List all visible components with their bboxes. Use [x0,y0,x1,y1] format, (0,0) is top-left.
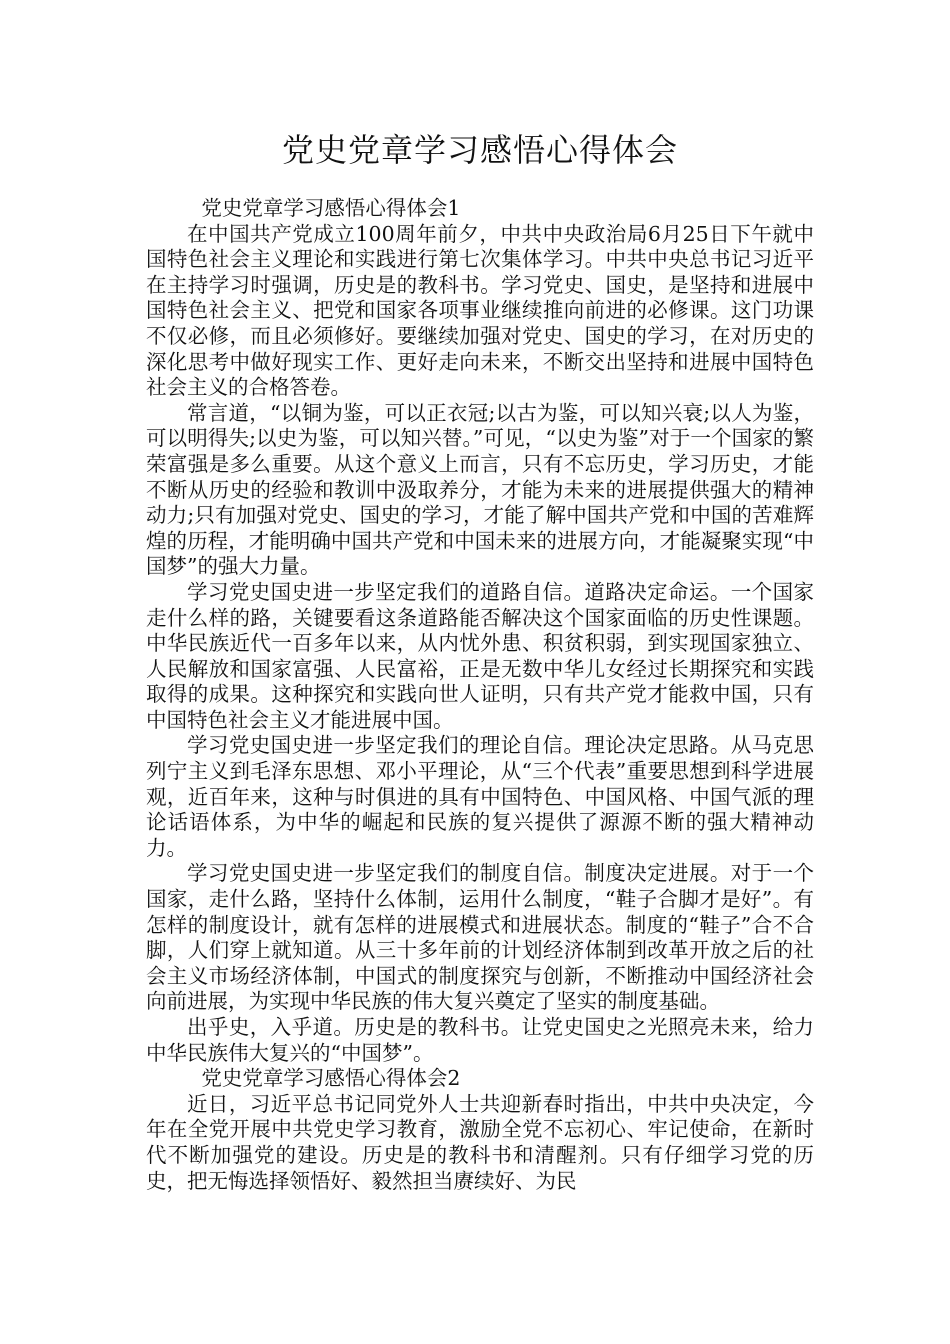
paragraph: 常言道，“以铜为鉴，可以正衣冠;以古为鉴，可以知兴衰;以人为鉴，可以明得失;以史为鉴，可以知兴替。”可见，“以史为鉴”对于一个国家的繁荣富强是多么重要。从这个意义上而言，只有不忘历史，学习历史，才能不断从历史的经验和教训中汲取养分，才能为未来的进展提供强大的精神动力;只有加强对党史、国史的学习，才能了解中国共产党和中国的苦难辉煌的历程，才能明确中国共产党和中国未来的进展方向，才能凝聚实现“中国梦”的强大力量。 [146,400,814,579]
paragraph: 近日，习近平总书记同党外人士共迎新春时指出，中共中央决定，今年在全党开展中共党史学习教育，激励全党不忘初心、牢记使命，在新时代不断加强党的建设。历史是的教科书和清醒剂。只有仔细学习党的历史，把无悔选择领悟好、毅然担当赓续好、为民 [146,1091,814,1193]
section-heading-1: 党史党章学习感悟心得体会1 [201,196,461,220]
document-page [146,0,814,1344]
document-body [146,196,814,1194]
section-heading-2: 党史党章学习感悟心得体会2 [201,1066,461,1091]
paragraph: 学习党史国史进一步坚定我们的道路自信。道路决定命运。一个国家走什么样的路，关键要看这条道路能否解决这个国家面临的历史性课题。中华民族近代一百多年以来，从内忧外患、积贫积弱，到实现国家独立、人民解放和国家富强、人民富裕，正是无数中华儿女经过长期探究和实践取得的成果。这种探究和实践向世人证明，只有共产党才能救中国，只有中国特色社会主义才能进展中国。 [146,579,814,732]
paragraph: 出乎史，入乎道。历史是的教科书。让党史国史之光照亮未来，给力中华民族伟大复兴的“中国梦”。 [146,1015,814,1065]
document-title: 党史党章学习感悟心得体会 [281,131,678,169]
paragraph: 学习党史国史进一步坚定我们的制度自信。制度决定进展。对于一个国家，走什么路，坚持什么体制，运用什么制度，“鞋子合脚才是好”。有怎样的制度设计，就有怎样的进展模式和进展状态。制度的“鞋子”合不合脚，人们穿上就知道。从三十多年前的计划经济体制到改革开放之后的社会主义市场经济体制，中国式的制度探究与创新，不断推动中国经济社会向前进展，为实现中华民族的伟大复兴奠定了坚实的制度基础。 [146,861,814,1014]
paragraph: 在中国共产党成立100周年前夕，中共中央政治局6月25日下午就中国特色社会主义理论和实践进行第七次集体学习。中共中央总书记习近平在主持学习时强调，历史是的教科书。学习党史、国史，是坚持和进展中国特色社会主义、把党和国家各项事业继续推向前进的必修课。这门功课不仅必修，而且必须修好。要继续加强对党史、国史的学习，在对历史的深化思考中做好现实工作、更好走向未来，不断交出坚持和进展中国特色社会主义的合格答卷。 [146,221,814,400]
paragraph: 学习党史国史进一步坚定我们的理论自信。理论决定思路。从马克思列宁主义到毛泽东思想、邓小平理论，从“三个代表”重要思想到科学进展观，近百年来，这种与时俱进的具有中国特色、中国风格、中国气派的理论话语体系，为中华的崛起和民族的复兴提供了源源不断的强大精神动力。 [146,733,814,860]
